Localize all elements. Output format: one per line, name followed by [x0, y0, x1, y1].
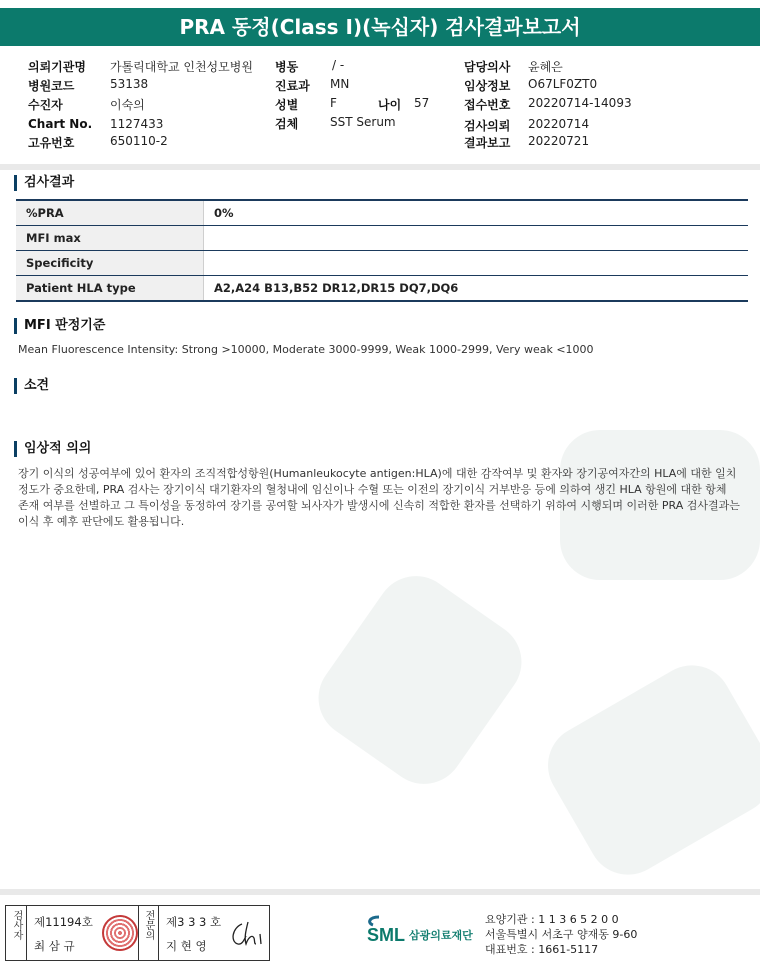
box-divider [158, 906, 159, 960]
mfi-criteria: Mean Fluorescence Intensity: Strong >10000, Moderate 3000-9999, Weak 1000-2999, Very weak <1000 [18, 343, 594, 356]
sml-logo-icon [365, 911, 475, 951]
chart-value: 1127433 [110, 117, 164, 131]
hospital-label: 의뢰기관명 [28, 60, 86, 74]
sml-logo [365, 911, 475, 955]
seal-stamp-icon [102, 915, 138, 951]
examiner-number: 제11194호 [34, 915, 93, 929]
hospital-value: 가톨릭대학교 인천성모병원 [110, 60, 253, 74]
specimen-label: 검체 [275, 117, 299, 131]
row-key: Patient HLA type [16, 276, 204, 302]
org-name: 삼광의료재단 [409, 929, 473, 942]
id-label: 고유번호 [28, 136, 75, 150]
patient-value: 이숙의 [110, 98, 145, 112]
reviewer-name: 지 현 영 [166, 939, 207, 953]
box-divider [138, 906, 139, 960]
examiner-label-text: 검사자 [11, 910, 22, 940]
table-row [16, 200, 748, 226]
id-value: 650110-2 [110, 134, 168, 148]
reviewer-number: 제3 3 3 호 [166, 915, 222, 929]
table-row [16, 276, 748, 302]
text-line: 장기 이식의 성공여부에 있어 환자의 조직적합성항원(Humanleukocyte antigen:HLA)에 대한 감작여부 및 환자와 장기공여자간의 HLA에 대한 일치 [18, 467, 737, 480]
report-label: 결과보고 [464, 136, 511, 150]
chart-label: Chart No. [28, 117, 93, 131]
receipt-label: 접수번호 [464, 98, 511, 112]
org-phone: 대표번호 : 1661-5117 [485, 943, 599, 956]
row-value [204, 226, 749, 251]
text-line: 존재 여부를 선별하고 그 특이성을 동정하여 장기를 공여할 뇌사자가 발생시에 신속히 적합한 환자를 선택하기 위하여 시행되며 이러한 PRA 검사결과는 [18, 499, 740, 512]
code-label: 병원코드 [28, 79, 75, 93]
row-key: Specificity [16, 251, 204, 276]
signature-box [5, 905, 270, 961]
clinical-meaning-text [18, 466, 740, 530]
org-address: 서울특별시 서초구 양재동 9-60 [485, 928, 638, 941]
row-value: 0% [204, 200, 749, 226]
clinical-value: O67LF0ZT0 [528, 77, 598, 91]
doctor-label: 담당의사 [464, 60, 511, 74]
row-key: %PRA [16, 200, 204, 226]
table-row [16, 251, 748, 276]
code-value: 53138 [110, 77, 149, 91]
row-value [204, 251, 749, 276]
table-row [16, 226, 748, 251]
text-line: 이식 후 예후 판단에도 활용됩니다. [18, 515, 185, 528]
age-label: 나이 [378, 98, 402, 112]
text-line: 정도가 중요한데, PRA 검사는 장기이식 대기환자의 혈청내에 임신이나 수혈 또는 이전의 장기이식 거부반응 등에 의하여 생긴 HLA 항원에 대한 항체 [18, 483, 727, 496]
clinical-meaning-heading: 임상적 의의 [14, 441, 91, 457]
logo-text: SML [367, 925, 405, 945]
divider [0, 164, 760, 170]
mfi-heading: MFI 판정기준 [14, 318, 105, 334]
patient-info [0, 56, 760, 156]
examiner-label [8, 910, 24, 944]
ward-label: 병동 [275, 60, 299, 74]
footer-divider [0, 889, 760, 895]
examiner-name: 최 삼 규 [34, 939, 75, 953]
org-info [485, 912, 637, 957]
row-key: MFI max [16, 226, 204, 251]
box-divider [26, 906, 27, 960]
sex-label: 성별 [275, 98, 299, 112]
results-table [16, 199, 748, 302]
clinical-label: 임상정보 [464, 79, 511, 93]
row-value: A2,A24 B13,B52 DR12,DR15 DQ7,DQ6 [204, 276, 749, 302]
sex-value: F [330, 96, 337, 110]
patient-label: 수진자 [28, 98, 63, 112]
report-value: 20220721 [528, 134, 590, 148]
specimen-value: SST Serum [330, 115, 396, 129]
doctor-value: 윤혜은 [528, 60, 563, 74]
signature-icon [228, 920, 264, 948]
receipt-value: 20220714-14093 [528, 96, 632, 110]
dept-label: 진료과 [275, 79, 310, 93]
dept-value: MN [330, 77, 350, 91]
ward-value: / - [332, 58, 345, 72]
opinion-heading: 소견 [14, 378, 49, 394]
watermark-shape [303, 560, 537, 799]
report-title: PRA 동정(Class I)(녹십자) 검사결과보고서 [0, 8, 760, 46]
results-heading: 검사결과 [14, 175, 74, 191]
reviewer-label [140, 910, 156, 944]
request-value: 20220714 [528, 117, 590, 131]
watermark-shape [533, 651, 760, 890]
reviewer-label-text: 전문의 [143, 910, 154, 940]
age-value: 57 [414, 96, 430, 110]
org-code: 요양기관 : 1 1 3 6 5 2 0 0 [485, 913, 619, 926]
request-label: 검사의뢰 [464, 119, 511, 133]
